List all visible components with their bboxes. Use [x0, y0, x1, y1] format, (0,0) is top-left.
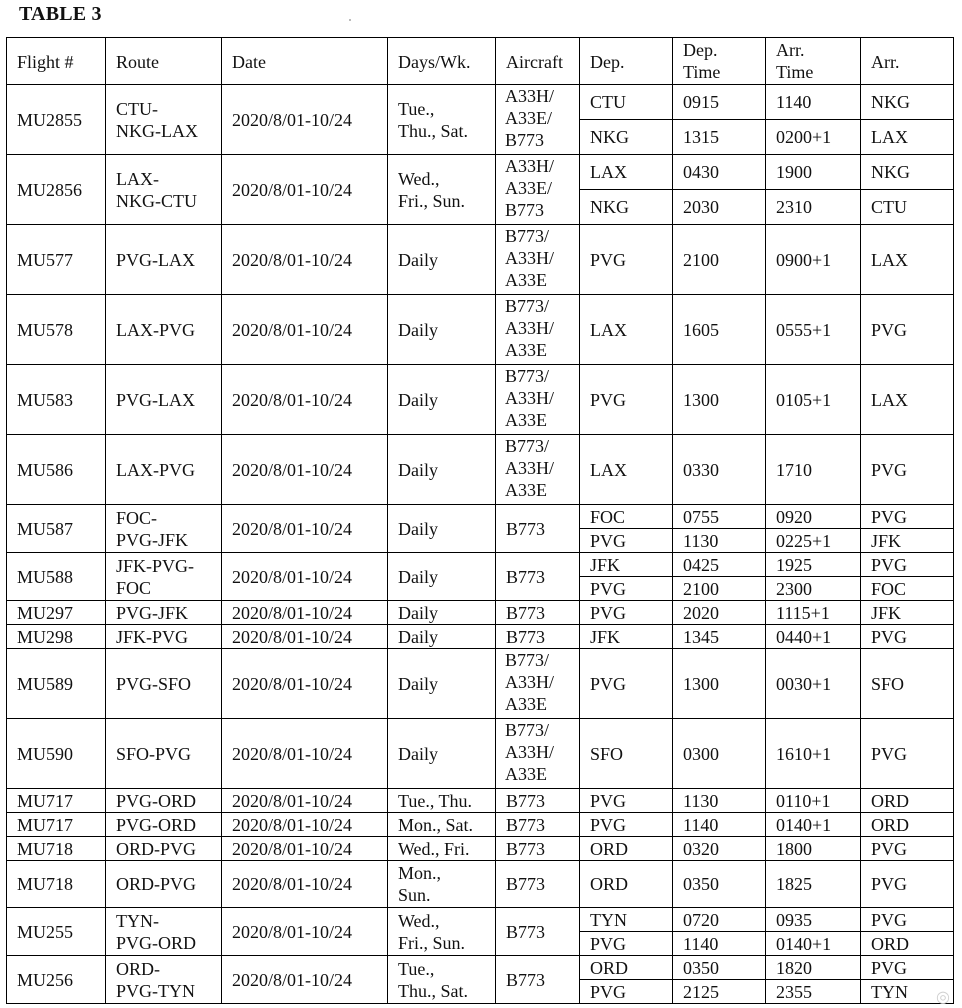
route-cell: PVG-LAX: [106, 225, 222, 295]
dep-time-cell: 1315: [673, 120, 766, 155]
arr-time-cell: 0200+1: [766, 120, 861, 155]
days-cell: Wed., Fri., Sun.: [388, 908, 496, 956]
route-cell: JFK-PVG- FOC: [106, 553, 222, 601]
header-arr-time: Arr. Time: [766, 38, 861, 85]
arr-airport-cell: LAX: [861, 120, 954, 155]
dep-airport-cell: LAX: [580, 435, 673, 505]
arr-airport-cell: ORD: [861, 932, 954, 956]
flight-number-cell: MU586: [7, 435, 106, 505]
dep-time-cell: 1130: [673, 789, 766, 813]
arr-time-cell: 0140+1: [766, 813, 861, 837]
table-row: [7, 365, 954, 435]
route-cell: JFK-PVG: [106, 625, 222, 649]
route-cell: LAX-PVG: [106, 295, 222, 365]
dep-time-cell: 1300: [673, 365, 766, 435]
flight-schedule-table: [6, 37, 954, 1004]
dep-time-cell: 0915: [673, 85, 766, 120]
days-cell: Mon., Sat.: [388, 813, 496, 837]
arr-airport-cell: NKG: [861, 85, 954, 120]
table-row: [7, 719, 954, 789]
dep-airport-cell: PVG: [580, 577, 673, 601]
dep-airport-cell: NKG: [580, 190, 673, 225]
date-cell: 2020/8/01-10/24: [222, 861, 388, 908]
dep-time-cell: 1300: [673, 649, 766, 719]
days-cell: Daily: [388, 649, 496, 719]
dep-airport-cell: PVG: [580, 649, 673, 719]
dep-airport-cell: CTU: [580, 85, 673, 120]
arr-airport-cell: LAX: [861, 225, 954, 295]
arr-airport-cell: SFO: [861, 649, 954, 719]
aircraft-cell: B773: [496, 908, 580, 956]
aircraft-cell: B773/ A33H/ A33E: [496, 365, 580, 435]
dep-airport-cell: JFK: [580, 625, 673, 649]
arr-airport-cell: FOC: [861, 577, 954, 601]
date-cell: 2020/8/01-10/24: [222, 295, 388, 365]
arr-airport-cell: PVG: [861, 505, 954, 529]
arr-airport-cell: NKG: [861, 155, 954, 190]
dep-time-cell: 0430: [673, 155, 766, 190]
days-cell: Daily: [388, 625, 496, 649]
arr-time-cell: 1710: [766, 435, 861, 505]
route-cell: SFO-PVG: [106, 719, 222, 789]
dep-airport-cell: ORD: [580, 861, 673, 908]
arr-airport-cell: PVG: [861, 908, 954, 932]
table-row: [7, 155, 954, 190]
dep-time-cell: 0350: [673, 861, 766, 908]
aircraft-cell: B773: [496, 553, 580, 601]
dep-airport-cell: ORD: [580, 837, 673, 861]
flight-number-cell: MU718: [7, 861, 106, 908]
table-body: [7, 85, 954, 1004]
aircraft-cell: A33H/ A33E/ B773: [496, 85, 580, 155]
days-cell: Daily: [388, 553, 496, 601]
table-row: [7, 295, 954, 365]
flight-number-cell: MU577: [7, 225, 106, 295]
dep-airport-cell: ORD: [580, 956, 673, 980]
date-cell: 2020/8/01-10/24: [222, 625, 388, 649]
route-cell: ORD-PVG: [106, 861, 222, 908]
date-cell: 2020/8/01-10/24: [222, 365, 388, 435]
arr-time-cell: 2310: [766, 190, 861, 225]
header-date: Date: [222, 38, 388, 85]
arr-time-cell: 2355: [766, 980, 861, 1004]
dep-time-cell: 0755: [673, 505, 766, 529]
table-row: [7, 789, 954, 813]
arr-time-cell: 0900+1: [766, 225, 861, 295]
flight-number-cell: MU590: [7, 719, 106, 789]
table-row: [7, 225, 954, 295]
arr-time-cell: 0935: [766, 908, 861, 932]
aircraft-cell: B773: [496, 837, 580, 861]
route-cell: PVG-LAX: [106, 365, 222, 435]
flight-number-cell: MU2855: [7, 85, 106, 155]
aircraft-cell: B773: [496, 625, 580, 649]
aircraft-cell: B773/ A33H/ A33E: [496, 649, 580, 719]
aircraft-cell: B773: [496, 505, 580, 553]
days-cell: Tue., Thu.: [388, 789, 496, 813]
flight-number-cell: MU589: [7, 649, 106, 719]
days-cell: Daily: [388, 505, 496, 553]
header-arr: Arr.: [861, 38, 954, 85]
arr-airport-cell: LAX: [861, 365, 954, 435]
flight-number-cell: MU717: [7, 789, 106, 813]
dep-airport-cell: PVG: [580, 225, 673, 295]
arr-airport-cell: PVG: [861, 719, 954, 789]
days-cell: Daily: [388, 295, 496, 365]
arr-airport-cell: PVG: [861, 625, 954, 649]
date-cell: 2020/8/01-10/24: [222, 719, 388, 789]
arr-airport-cell: PVG: [861, 837, 954, 861]
date-cell: 2020/8/01-10/24: [222, 85, 388, 155]
arr-time-cell: 2300: [766, 577, 861, 601]
aircraft-cell: B773/ A33H/ A33E: [496, 435, 580, 505]
dep-airport-cell: JFK: [580, 553, 673, 577]
route-cell: LAX-PVG: [106, 435, 222, 505]
date-cell: 2020/8/01-10/24: [222, 601, 388, 625]
flight-number-cell: MU297: [7, 601, 106, 625]
flight-number-cell: MU588: [7, 553, 106, 601]
aircraft-cell: B773: [496, 956, 580, 1004]
dep-time-cell: 2100: [673, 225, 766, 295]
dep-time-cell: 0350: [673, 956, 766, 980]
route-cell: PVG-SFO: [106, 649, 222, 719]
route-cell: ORD- PVG-TYN: [106, 956, 222, 1004]
arr-time-cell: 1925: [766, 553, 861, 577]
header-days: Days/Wk.: [388, 38, 496, 85]
aircraft-cell: B773: [496, 861, 580, 908]
dep-airport-cell: PVG: [580, 529, 673, 553]
flight-number-cell: MU718: [7, 837, 106, 861]
arr-airport-cell: PVG: [861, 435, 954, 505]
arr-airport-cell: PVG: [861, 553, 954, 577]
dep-time-cell: 1140: [673, 813, 766, 837]
aircraft-cell: B773: [496, 789, 580, 813]
arr-time-cell: 1610+1: [766, 719, 861, 789]
flight-number-cell: MU578: [7, 295, 106, 365]
date-cell: 2020/8/01-10/24: [222, 956, 388, 1004]
days-cell: Tue., Thu., Sat.: [388, 956, 496, 1004]
table-row: [7, 435, 954, 505]
route-cell: PVG-ORD: [106, 813, 222, 837]
aircraft-cell: B773/ A33H/ A33E: [496, 295, 580, 365]
header-row: [7, 38, 954, 85]
table-row: [7, 625, 954, 649]
flight-number-cell: MU255: [7, 908, 106, 956]
arr-time-cell: 1900: [766, 155, 861, 190]
aircraft-cell: B773/ A33H/ A33E: [496, 719, 580, 789]
arr-airport-cell: PVG: [861, 861, 954, 908]
aircraft-cell: B773/ A33H/ A33E: [496, 225, 580, 295]
arr-airport-cell: PVG: [861, 956, 954, 980]
dep-airport-cell: LAX: [580, 295, 673, 365]
arr-airport-cell: JFK: [861, 601, 954, 625]
dep-time-cell: 2125: [673, 980, 766, 1004]
arr-time-cell: 0105+1: [766, 365, 861, 435]
days-cell: Tue., Thu., Sat.: [388, 85, 496, 155]
days-cell: Mon., Sun.: [388, 861, 496, 908]
dep-airport-cell: PVG: [580, 789, 673, 813]
days-cell: Daily: [388, 225, 496, 295]
date-cell: 2020/8/01-10/24: [222, 225, 388, 295]
arr-time-cell: 0920: [766, 505, 861, 529]
dep-time-cell: 0425: [673, 553, 766, 577]
header-dep-time: Dep. Time: [673, 38, 766, 85]
table-row: [7, 85, 954, 120]
arr-time-cell: 0110+1: [766, 789, 861, 813]
header-flight: Flight #: [7, 38, 106, 85]
dep-time-cell: 1130: [673, 529, 766, 553]
arr-time-cell: 1820: [766, 956, 861, 980]
dep-time-cell: 0320: [673, 837, 766, 861]
flight-number-cell: MU298: [7, 625, 106, 649]
table-row: [7, 813, 954, 837]
flight-number-cell: MU256: [7, 956, 106, 1004]
arr-airport-cell: PVG: [861, 295, 954, 365]
route-cell: PVG-ORD: [106, 789, 222, 813]
date-cell: 2020/8/01-10/24: [222, 908, 388, 956]
flight-number-cell: MU717: [7, 813, 106, 837]
dep-time-cell: 0330: [673, 435, 766, 505]
date-cell: 2020/8/01-10/24: [222, 837, 388, 861]
route-cell: LAX- NKG-CTU: [106, 155, 222, 225]
arr-time-cell: 0440+1: [766, 625, 861, 649]
arr-time-cell: 0225+1: [766, 529, 861, 553]
arr-airport-cell: ORD: [861, 789, 954, 813]
arr-time-cell: 0140+1: [766, 932, 861, 956]
table-row: [7, 861, 954, 908]
table-row: [7, 908, 954, 932]
arr-airport-cell: ORD: [861, 813, 954, 837]
dep-time-cell: 2020: [673, 601, 766, 625]
table-row: [7, 837, 954, 861]
days-cell: Daily: [388, 719, 496, 789]
flight-number-cell: MU583: [7, 365, 106, 435]
aircraft-cell: B773: [496, 813, 580, 837]
route-cell: TYN- PVG-ORD: [106, 908, 222, 956]
watermark-logo: ◎: [936, 987, 950, 1006]
arr-airport-cell: CTU: [861, 190, 954, 225]
table-row: [7, 649, 954, 719]
days-cell: Daily: [388, 601, 496, 625]
header-dep: Dep.: [580, 38, 673, 85]
arr-time-cell: 0030+1: [766, 649, 861, 719]
date-cell: 2020/8/01-10/24: [222, 649, 388, 719]
dep-time-cell: 1605: [673, 295, 766, 365]
days-cell: Daily: [388, 435, 496, 505]
table-row: [7, 505, 954, 529]
arr-airport-cell: JFK: [861, 529, 954, 553]
date-cell: 2020/8/01-10/24: [222, 813, 388, 837]
route-cell: PVG-JFK: [106, 601, 222, 625]
table-title: TABLE 3: [19, 3, 102, 25]
dep-airport-cell: PVG: [580, 932, 673, 956]
arr-time-cell: 1115+1: [766, 601, 861, 625]
stray-dot: [349, 19, 351, 21]
header-route: Route: [106, 38, 222, 85]
dep-airport-cell: PVG: [580, 813, 673, 837]
dep-time-cell: 0300: [673, 719, 766, 789]
dep-time-cell: 0720: [673, 908, 766, 932]
route-cell: CTU- NKG-LAX: [106, 85, 222, 155]
dep-airport-cell: PVG: [580, 601, 673, 625]
table-row: [7, 553, 954, 577]
days-cell: Wed., Fri.: [388, 837, 496, 861]
arr-time-cell: 1800: [766, 837, 861, 861]
dep-airport-cell: LAX: [580, 155, 673, 190]
arr-time-cell: 1140: [766, 85, 861, 120]
dep-time-cell: 1345: [673, 625, 766, 649]
dep-airport-cell: SFO: [580, 719, 673, 789]
table-row: [7, 956, 954, 980]
dep-airport-cell: NKG: [580, 120, 673, 155]
date-cell: 2020/8/01-10/24: [222, 435, 388, 505]
flight-number-cell: MU2856: [7, 155, 106, 225]
table-row: [7, 601, 954, 625]
arr-airport-cell: TYN: [861, 980, 954, 1004]
route-cell: FOC- PVG-JFK: [106, 505, 222, 553]
aircraft-cell: A33H/ A33E/ B773: [496, 155, 580, 225]
days-cell: Wed., Fri., Sun.: [388, 155, 496, 225]
date-cell: 2020/8/01-10/24: [222, 505, 388, 553]
dep-time-cell: 2100: [673, 577, 766, 601]
dep-airport-cell: PVG: [580, 980, 673, 1004]
aircraft-cell: B773: [496, 601, 580, 625]
header-aircraft: Aircraft: [496, 38, 580, 85]
flight-number-cell: MU587: [7, 505, 106, 553]
days-cell: Daily: [388, 365, 496, 435]
dep-time-cell: 1140: [673, 932, 766, 956]
arr-time-cell: 1825: [766, 861, 861, 908]
date-cell: 2020/8/01-10/24: [222, 789, 388, 813]
route-cell: ORD-PVG: [106, 837, 222, 861]
dep-time-cell: 2030: [673, 190, 766, 225]
arr-time-cell: 0555+1: [766, 295, 861, 365]
date-cell: 2020/8/01-10/24: [222, 553, 388, 601]
dep-airport-cell: TYN: [580, 908, 673, 932]
date-cell: 2020/8/01-10/24: [222, 155, 388, 225]
dep-airport-cell: FOC: [580, 505, 673, 529]
dep-airport-cell: PVG: [580, 365, 673, 435]
